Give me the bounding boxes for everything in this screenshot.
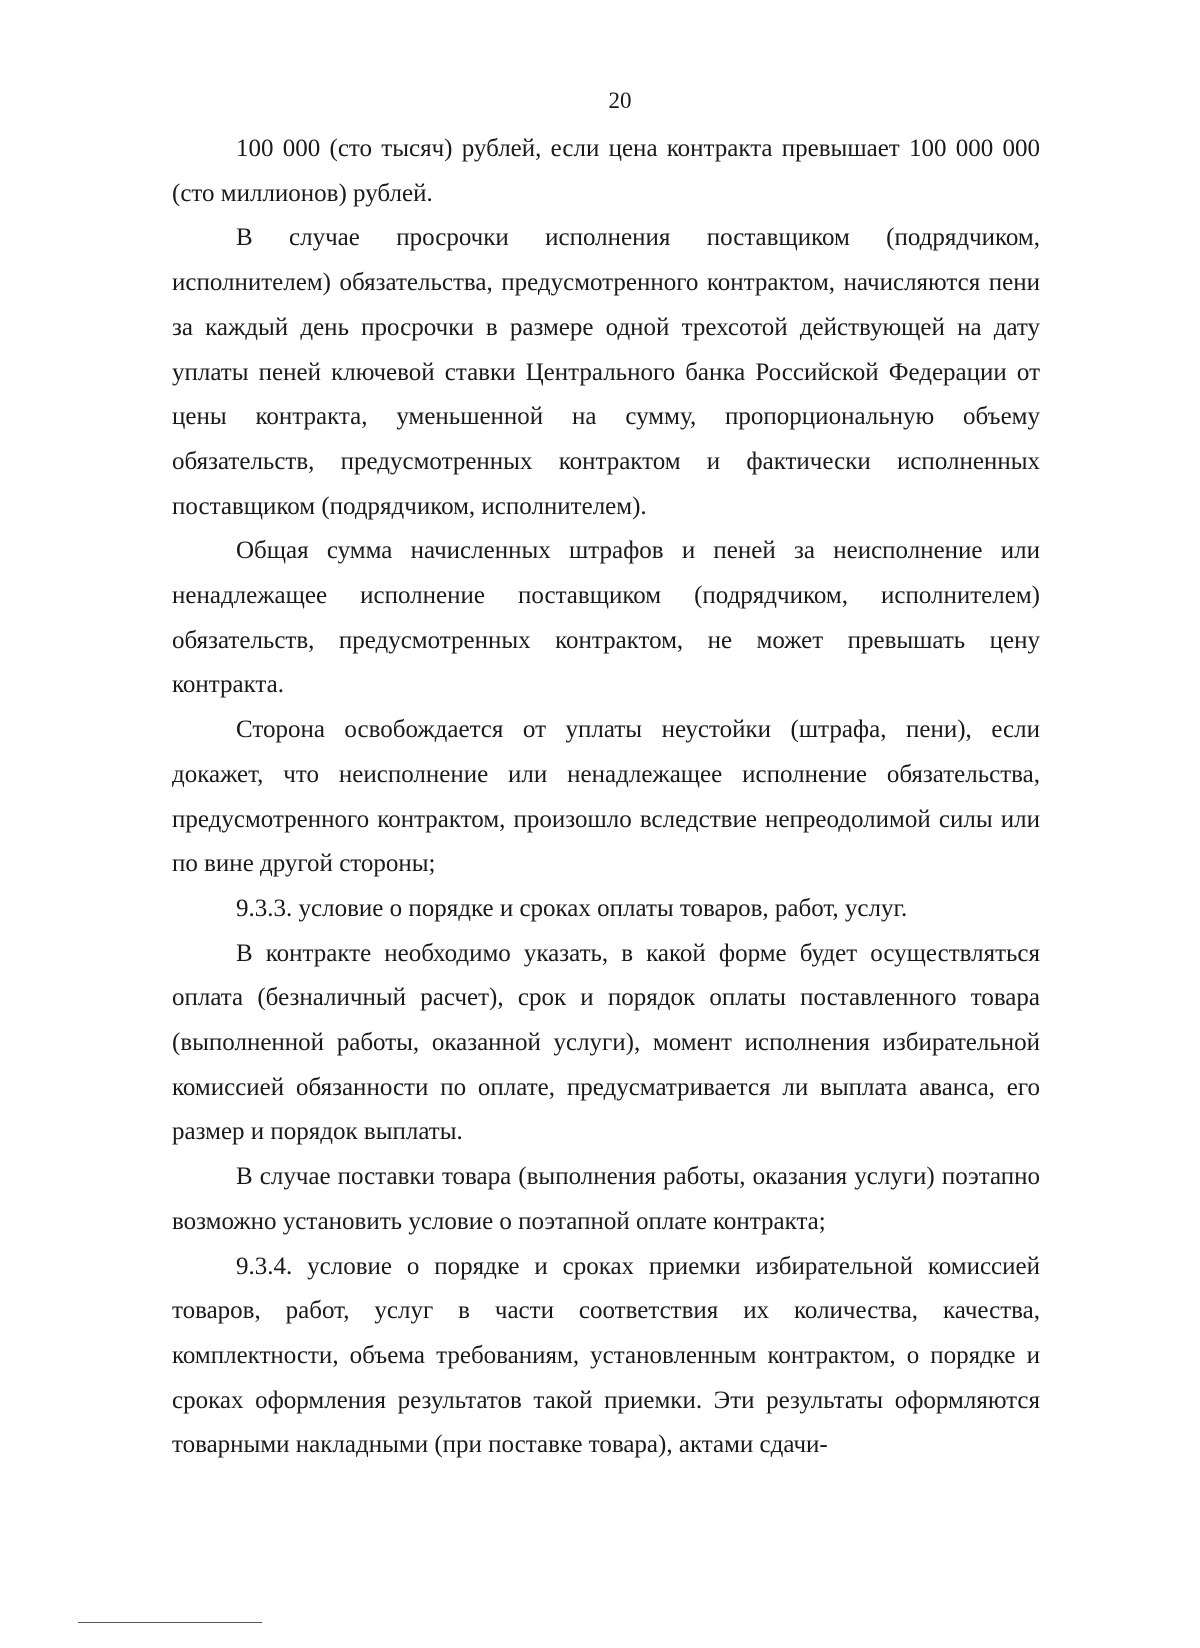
document-body: [172, 127, 1040, 1468]
paragraph-penalty-delay: В случае просрочки исполнения поставщиком (подрядчиком, исполнителем) обязательства, предусмотренного контрактом, начисляются пени за каждый день просрочки в размере одной трехсотой действующей на дату уплаты пеней ключевой ставки Центрального банка Российской Федерации от цены контракта, уменьшенной на сумму, пропорциональную объему обязательств, предусмотренных контрактом и фактически исполненных поставщиком (подрядчиком, исполнителем).: [172, 224, 1040, 520]
footnote-separator-line: [78, 1622, 262, 1623]
paragraph-force-majeure: Сторона освобождается от уплаты неустойки (штрафа, пени), если докажет, что неисполнение или ненадлежащее исполнение обязательства, предусмотренного контрактом, произошло вследствие непреодолимой силы или по вине другой стороны;: [172, 716, 1040, 878]
clause-9-3-4: 9.3.4. условие о порядке и сроках приемки избирательной комиссией товаров, работ, услуг в части соответствия их количества, качества, комплектности, объема требованиям, установленным контрактом, о порядке и сроках оформления результатов такой приемки. Эти результаты оформляются товарными накладными (при поставке товара), актами сдачи-: [172, 1252, 1040, 1459]
paragraph-total-penalties: Общая сумма начисленных штрафов и пеней за неисполнение или ненадлежащее исполнение поставщиком (подрядчиком, исполнителем) обязательств, предусмотренных контрактом, не может превышать цену контракта.: [172, 537, 1040, 699]
paragraph-fine-threshold: 100 000 (сто тысяч) рублей, если цена контракта превышает 100 000 000 (сто миллионов) рублей.: [172, 135, 1040, 207]
clause-9-3-3: 9.3.3. условие о порядке и сроках оплаты товаров, работ, услуг.: [236, 894, 908, 922]
page-number: 20: [608, 88, 632, 113]
paragraph-payment-terms: В контракте необходимо указать, в какой форме будет осуществляться оплата (безналичный расчет), срок и порядок оплаты поставленного товара (выполненной работы, оказанной услуги), момент исполнения избирательной комиссией обязанности по оплате, предусматривается ли выплата аванса, его размер и порядок выплаты.: [172, 939, 1040, 1146]
paragraph-staged-payment: В случае поставки товара (выполнения работы, оказания услуги) поэтапно возможно установить условие о поэтапной оплате контракта;: [172, 1163, 1040, 1235]
